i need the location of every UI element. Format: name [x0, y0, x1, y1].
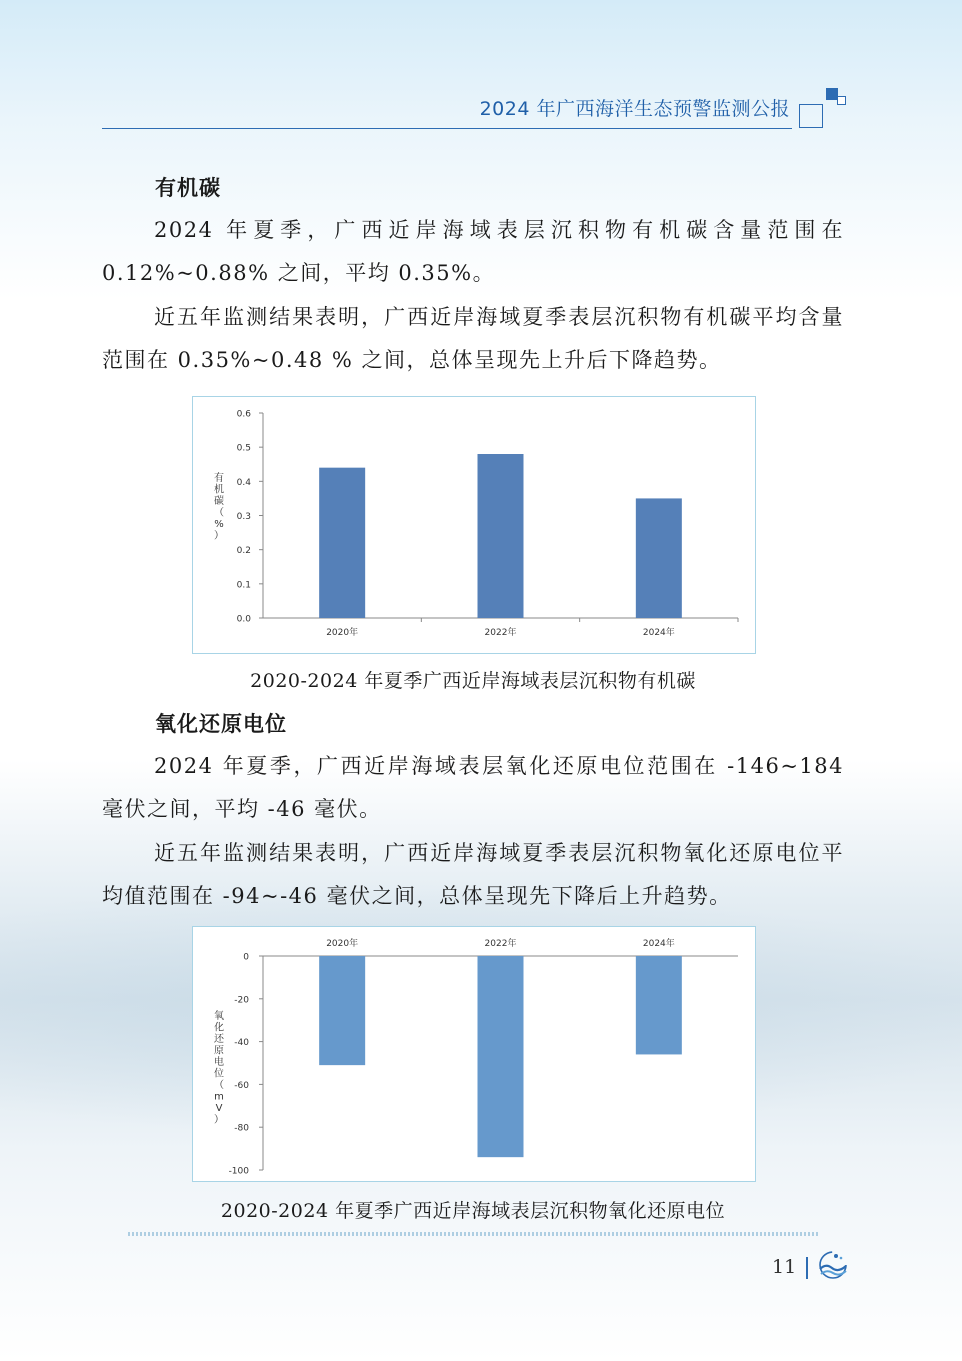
y-axis-label-char: V	[215, 1103, 223, 1114]
bar-2022年	[478, 454, 524, 618]
y-tick-label: -80	[234, 1123, 249, 1134]
y-tick-label: 0.3	[236, 512, 251, 522]
bar-2022年	[478, 956, 524, 1157]
x-tick-label: 2020年	[326, 939, 359, 949]
y-tick-label: -20	[234, 995, 249, 1006]
x-tick-label: 2022年	[484, 939, 517, 949]
y-tick-label: 0.2	[236, 546, 251, 557]
page-number: 11	[772, 1256, 797, 1278]
x-tick-label: 2020年	[326, 628, 359, 638]
paragraph-redox-trend: 近五年监测结果表明，广西近岸海域夏季表层沉积物氧化还原电位平均值范围在 -94~-46 毫伏之间，总体呈现先下降后上升趋势。	[102, 841, 844, 908]
y-axis-label-char: m	[214, 1091, 224, 1103]
organic-carbon-chart	[192, 396, 756, 654]
header-square-icon	[799, 104, 823, 128]
y-tick-label: 0.0	[236, 614, 251, 625]
page-number-separator	[806, 1257, 808, 1279]
redox-chart-svg	[193, 927, 755, 1181]
y-axis-label-char: %	[214, 519, 224, 530]
y-axis-label-char: ）	[214, 530, 224, 542]
y-axis-label-char: 位	[214, 1068, 224, 1080]
y-tick-label: -40	[234, 1038, 249, 1049]
caption-redox: 2020-2024 年夏季广西近岸海域表层沉积物氧化还原电位	[220, 1200, 726, 1222]
header-title: 2024 年广西海洋生态预警监测公报	[479, 98, 790, 120]
y-axis-label-char: 碳	[214, 496, 224, 507]
y-axis-label-char: 机	[214, 484, 224, 496]
y-axis-label-char: 化	[214, 1022, 224, 1034]
bar-2020年	[319, 468, 365, 618]
section-heading-redox: 氧化还原电位	[155, 711, 287, 736]
y-axis-label-char: 还	[214, 1034, 224, 1045]
y-axis-label-char: 有	[214, 473, 224, 484]
y-tick-label: 0.5	[236, 443, 251, 454]
wave-logo-icon	[816, 1250, 850, 1286]
y-tick-label: -100	[228, 1166, 249, 1177]
y-axis-label-char: 电	[214, 1057, 224, 1068]
y-axis-label-char: 氧	[214, 1011, 224, 1022]
y-tick-label: 0.6	[236, 409, 251, 420]
paragraph-redox-2024: 2024 年夏季，广西近岸海域表层氧化还原电位范围在 -146~184 毫伏之间，平均 -46 毫伏。	[102, 754, 844, 821]
y-axis-label-char: （	[214, 1080, 224, 1091]
y-axis-label-char: ）	[214, 1114, 224, 1126]
y-tick-label: 0.4	[236, 477, 251, 488]
x-tick-label: 2022年	[484, 628, 517, 638]
redox-chart	[192, 926, 756, 1182]
header-rule	[102, 128, 792, 129]
x-tick-label: 2024年	[642, 939, 675, 949]
paragraph-organic-carbon-trend: 近五年监测结果表明，广西近岸海域夏季表层沉积物有机碳平均含量范围在 0.35%~0.48 % 之间，总体呈现先上升后下降趋势。	[102, 305, 844, 372]
x-tick-label: 2024年	[642, 628, 675, 638]
bar-2024年	[636, 956, 682, 1054]
organic-carbon-chart-svg	[193, 397, 755, 653]
section-heading-organic-carbon: 有机碳	[155, 175, 221, 200]
y-axis-label-char: 原	[214, 1045, 224, 1057]
caption-organic-carbon: 2020-2024 年夏季广西近岸海域表层沉积物有机碳	[250, 670, 696, 692]
y-tick-label: 0	[243, 952, 249, 963]
header-square-small-icon	[837, 96, 846, 105]
y-tick-label: 0.1	[236, 580, 251, 591]
bar-2020年	[319, 956, 365, 1065]
bar-2024年	[636, 498, 682, 618]
y-axis-label-char: （	[214, 507, 224, 519]
y-tick-label: -60	[234, 1080, 249, 1091]
footer-rule	[128, 1232, 818, 1236]
paragraph-organic-carbon-2024: 2024 年夏季，广西近岸海域表层沉积物有机碳含量范围在 0.12%~0.88% 之间，平均 0.35%。	[102, 218, 844, 285]
